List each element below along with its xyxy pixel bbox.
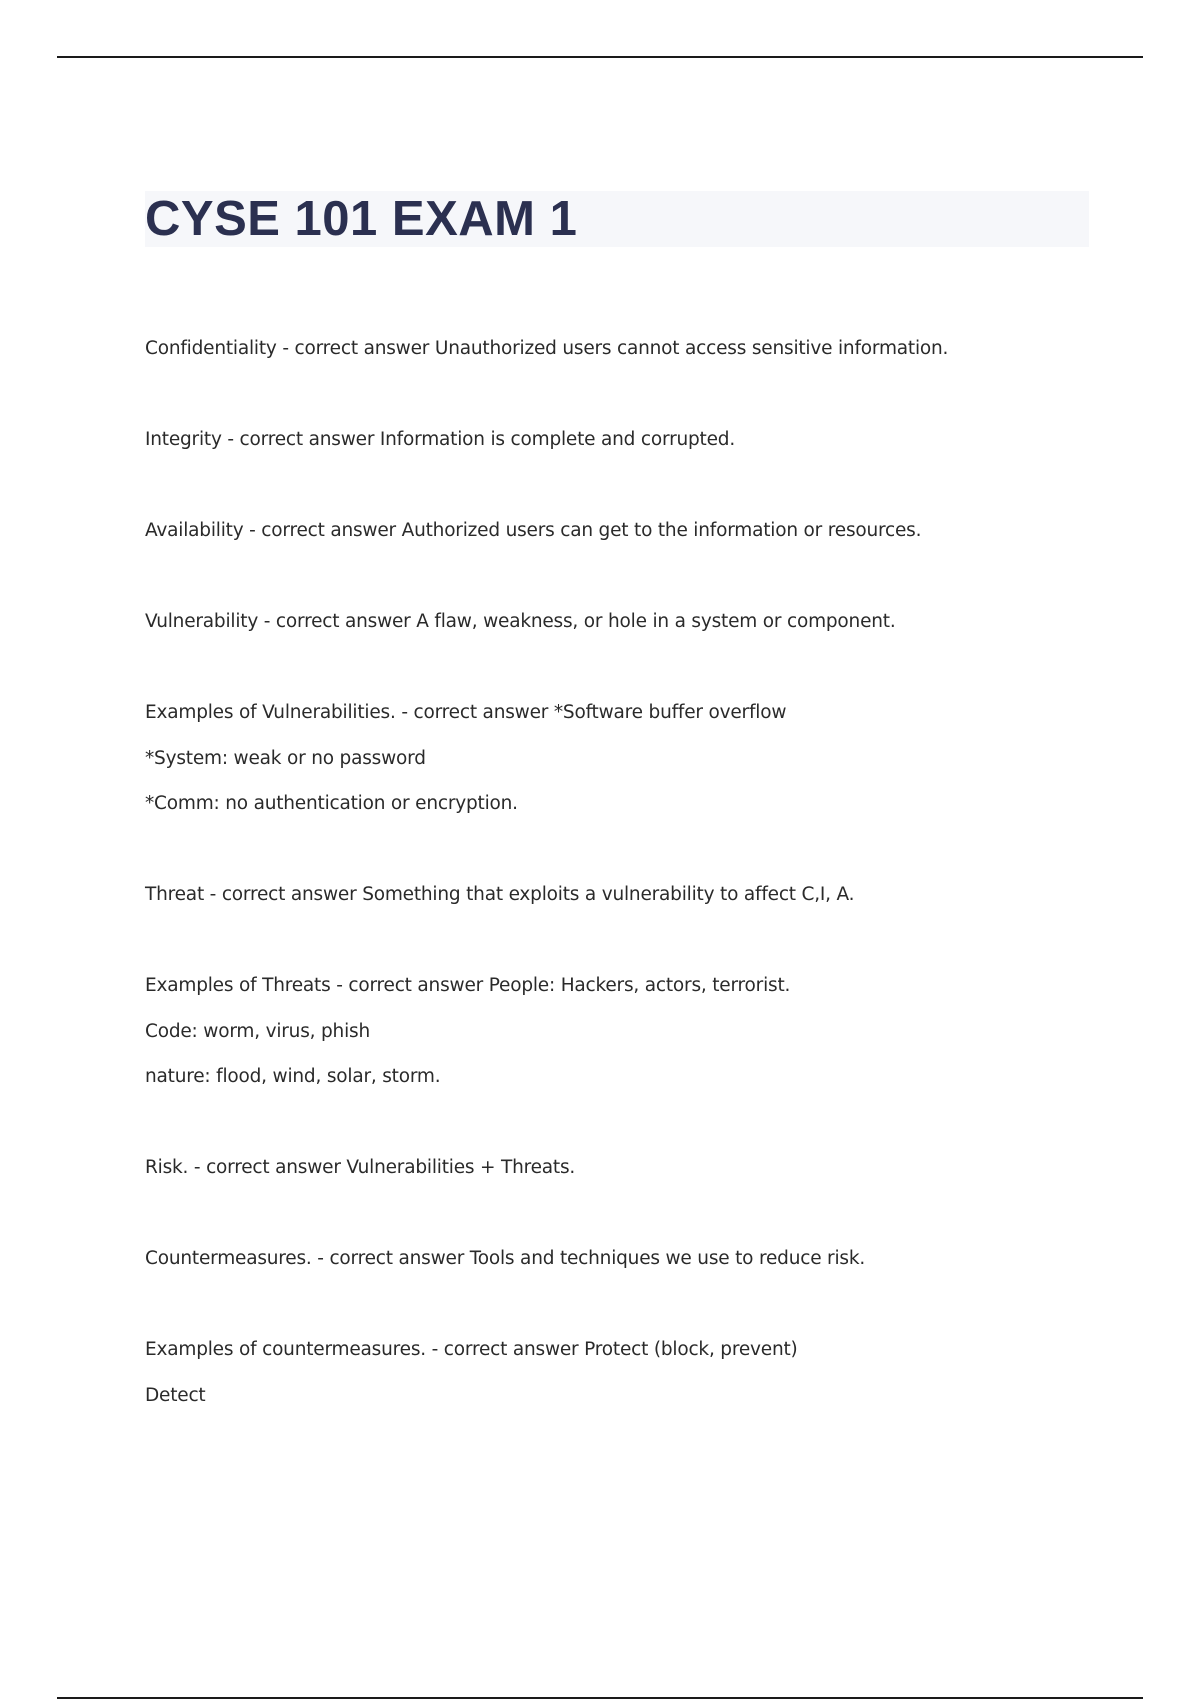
entry-threat: Threat - correct answer Something that exploits a vulnerability to affect C,I, A. — [145, 884, 855, 905]
entry-examples-of-countermeasures: Examples of countermeasures. - correct answer Protect (block, prevent) — [145, 1339, 798, 1360]
entry-vulnerability: Vulnerability - correct answer A flaw, weakness, or hole in a system or component. — [145, 611, 896, 632]
entry-integrity: Integrity - correct answer Information is complete and corrupted. — [145, 429, 736, 450]
top-rule — [57, 56, 1143, 58]
entry-risk: Risk. - correct answer Vulnerabilities + Threats. — [145, 1157, 576, 1178]
entry-examples-of-threats-line-2: Code: worm, virus, phish — [145, 1021, 370, 1042]
entry-examples-of-vulnerabilities-line-3: *Comm: no authentication or encryption. — [145, 793, 518, 814]
entry-availability: Availability - correct answer Authorized users can get to the information or resources. — [145, 520, 922, 541]
entry-examples-of-countermeasures-line-2: Detect — [145, 1385, 206, 1406]
entry-confidentiality: Confidentiality - correct answer Unauthorized users cannot access sensitive information. — [145, 338, 949, 359]
bottom-rule — [57, 1697, 1143, 1699]
entry-examples-of-vulnerabilities-line-2: *System: weak or no password — [145, 748, 426, 769]
entry-examples-of-vulnerabilities: Examples of Vulnerabilities. - correct answer *Software buffer overflow — [145, 702, 787, 723]
entry-examples-of-threats-line-3: nature: flood, wind, solar, storm. — [145, 1066, 441, 1087]
entry-examples-of-threats: Examples of Threats - correct answer People: Hackers, actors, terrorist. — [145, 975, 791, 996]
page-title: CYSE 101 EXAM 1 — [145, 192, 578, 246]
entry-countermeasures: Countermeasures. - correct answer Tools and techniques we use to reduce risk. — [145, 1248, 866, 1269]
